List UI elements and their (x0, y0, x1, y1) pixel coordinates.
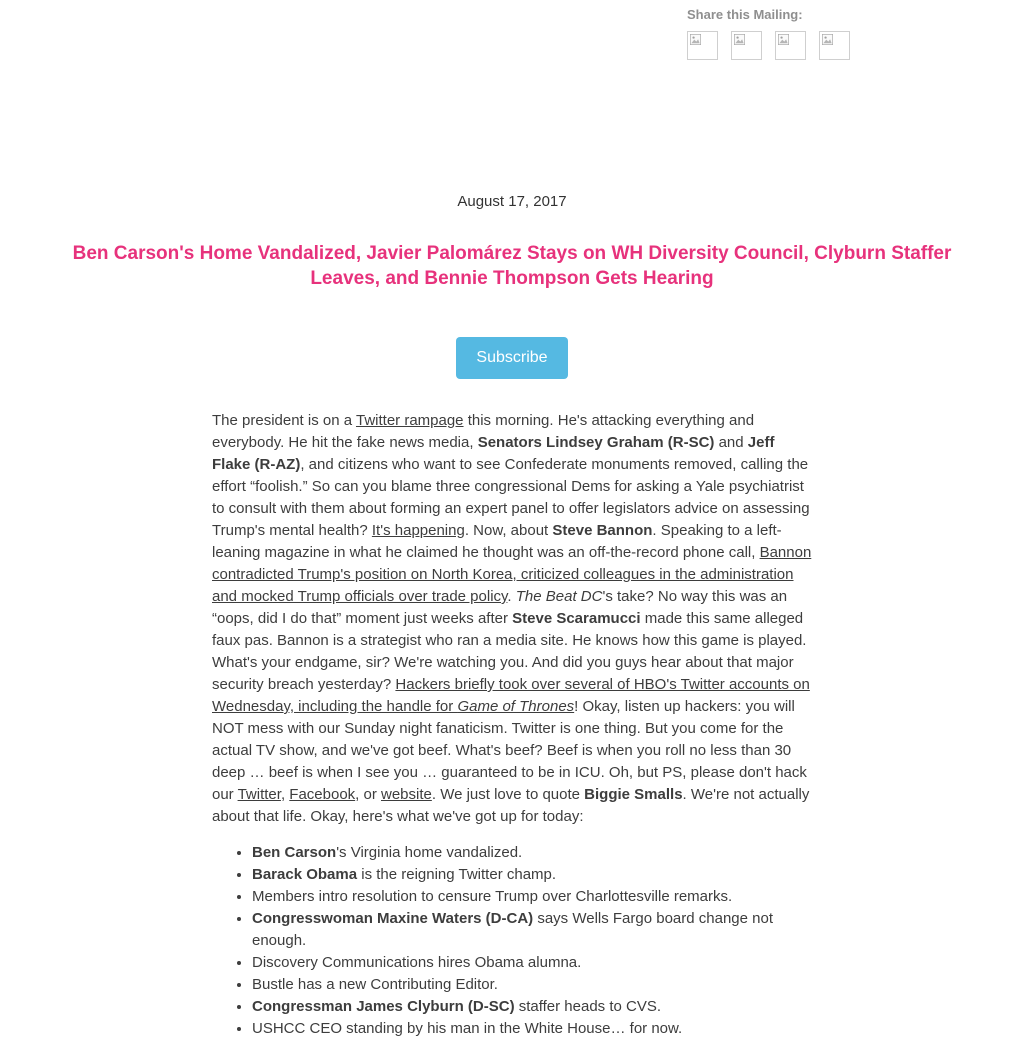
text-segment: 's take? No way this was an “oops, did I do that” moment just weeks after (212, 588, 788, 627)
text-segment: this morning. He's attacking everything and everybody. He hit the fake news media, (212, 412, 755, 451)
text-segment: ! Okay, listen up hackers: you will NOT mess with our Sunday night fanaticism. Twitter is one thing. But you come for the actual TV show, and we've got beef. What's beef? Beef is when you roll no less than 30 deep … beef is when I see you … guaranteed to be in ICU. Oh, but PS, please don't hack our (212, 698, 807, 803)
share-label: Share this Mailing: (687, 7, 803, 22)
bullet-item (252, 952, 812, 974)
bullet-item (252, 864, 812, 886)
bullet-item (252, 1018, 812, 1040)
broken-image-glyph (822, 34, 833, 45)
inline-link[interactable]: Bannon contradicted Trump's position on North Korea, criticized colleagues in the administration and mocked Trump officials over trade policy (212, 544, 812, 605)
text-segment: Members intro resolution to censure Trump over Charlottesville remarks. (252, 888, 733, 905)
share-broken-image-icon[interactable] (819, 31, 850, 60)
content-column (212, 410, 812, 1040)
text-segment: USHCC CEO standing by his man in the White House… for now. (252, 1020, 683, 1037)
text-segment: The president is on a (212, 412, 356, 429)
text-segment: Discovery Communications hires Obama alumna. (252, 954, 582, 971)
text-segment: , or (355, 786, 381, 803)
text-segment: . We're not actually about that life. Okay, here's what we've got up for today: (212, 786, 810, 825)
subscribe-button[interactable]: Subscribe (456, 337, 568, 379)
text-segment: Senators Lindsey Graham (R-SC) (477, 434, 715, 451)
share-icons-row (687, 31, 850, 60)
text-segment: , (280, 786, 290, 803)
inline-link[interactable]: It's happening (371, 522, 465, 539)
intro-paragraph (212, 410, 812, 828)
bullet-item (252, 842, 812, 864)
inline-link[interactable]: Facebook (289, 786, 356, 803)
headline: Ben Carson's Home Vandalized, Javier Palomárez Stays on WH Diversity Council, Clyburn Staffer Leaves, and Bennie Thompson Gets Hearing (72, 243, 952, 289)
text-segment: Jeff Flake (R-AZ) (212, 434, 775, 473)
bullet-item (252, 908, 812, 952)
text-segment: 's Virginia home vandalized. (336, 844, 523, 861)
broken-image-glyph (690, 34, 701, 45)
inline-link[interactable]: website (381, 786, 432, 803)
text-segment: , and citizens who want to see Confederate monuments removed, calling the effort “foolish.” So can you blame three congressional Dems for asking a Yale psychiatrist to consult with them about forming an expert panel to offer legislators advice on assessing Trump's mental health? (212, 456, 810, 539)
inline-link[interactable]: Twitter rampage (355, 412, 464, 429)
text-segment: made this same alleged faux pas. Bannon is a strategist who ran a media site. He knows how this game is played. What's your endgame, sir? We're watching you. And did you guys hear about that major security breach yesterday? (212, 610, 807, 693)
subscribe-row (0, 337, 1024, 379)
broken-image-glyph (778, 34, 789, 45)
text-segment: . Speaking to a left-leaning magazine in what he claimed he thought was an off-the-record phone call, (212, 522, 782, 561)
bullet-item (252, 974, 812, 996)
text-segment: and (714, 434, 748, 451)
text-segment: Biggie Smalls (584, 786, 683, 803)
text-segment: Congressman James Clyburn (D-SC) (252, 998, 515, 1015)
text-segment: Barack Obama (252, 866, 358, 883)
text-segment: . We just love to quote (431, 786, 585, 803)
inline-link[interactable]: Game of Thrones (457, 698, 575, 715)
inline-link[interactable]: Twitter (237, 786, 281, 803)
text-segment: Steve Bannon (552, 522, 653, 539)
share-broken-image-icon[interactable] (687, 31, 718, 60)
text-segment: Ben Carson (252, 844, 337, 861)
text-segment: says Wells Fargo board change not enough. (252, 910, 774, 949)
share-broken-image-icon[interactable] (731, 31, 762, 60)
text-segment: . (507, 588, 516, 605)
text-segment: is the reigning Twitter champ. (357, 866, 557, 883)
text-segment: . Now, about (464, 522, 553, 539)
bullet-item (252, 886, 812, 908)
topics-list (212, 842, 812, 1040)
inline-link[interactable]: Hackers briefly took over several of HBO's Twitter accounts on Wednesday, including the handle for (212, 676, 810, 715)
text-segment: Steve Scaramucci (512, 610, 641, 627)
text-segment: The Beat DC (515, 588, 603, 605)
broken-image-glyph (734, 34, 745, 45)
bullet-item (252, 996, 812, 1018)
share-block (687, 7, 850, 60)
text-segment: staffer heads to CVS. (514, 998, 662, 1015)
text-segment: Bustle has a new Contributing Editor. (252, 976, 498, 993)
text-segment: Congresswoman Maxine Waters (D-CA) (252, 910, 534, 927)
issue-date: August 17, 2017 (457, 193, 567, 210)
share-broken-image-icon[interactable] (775, 31, 806, 60)
